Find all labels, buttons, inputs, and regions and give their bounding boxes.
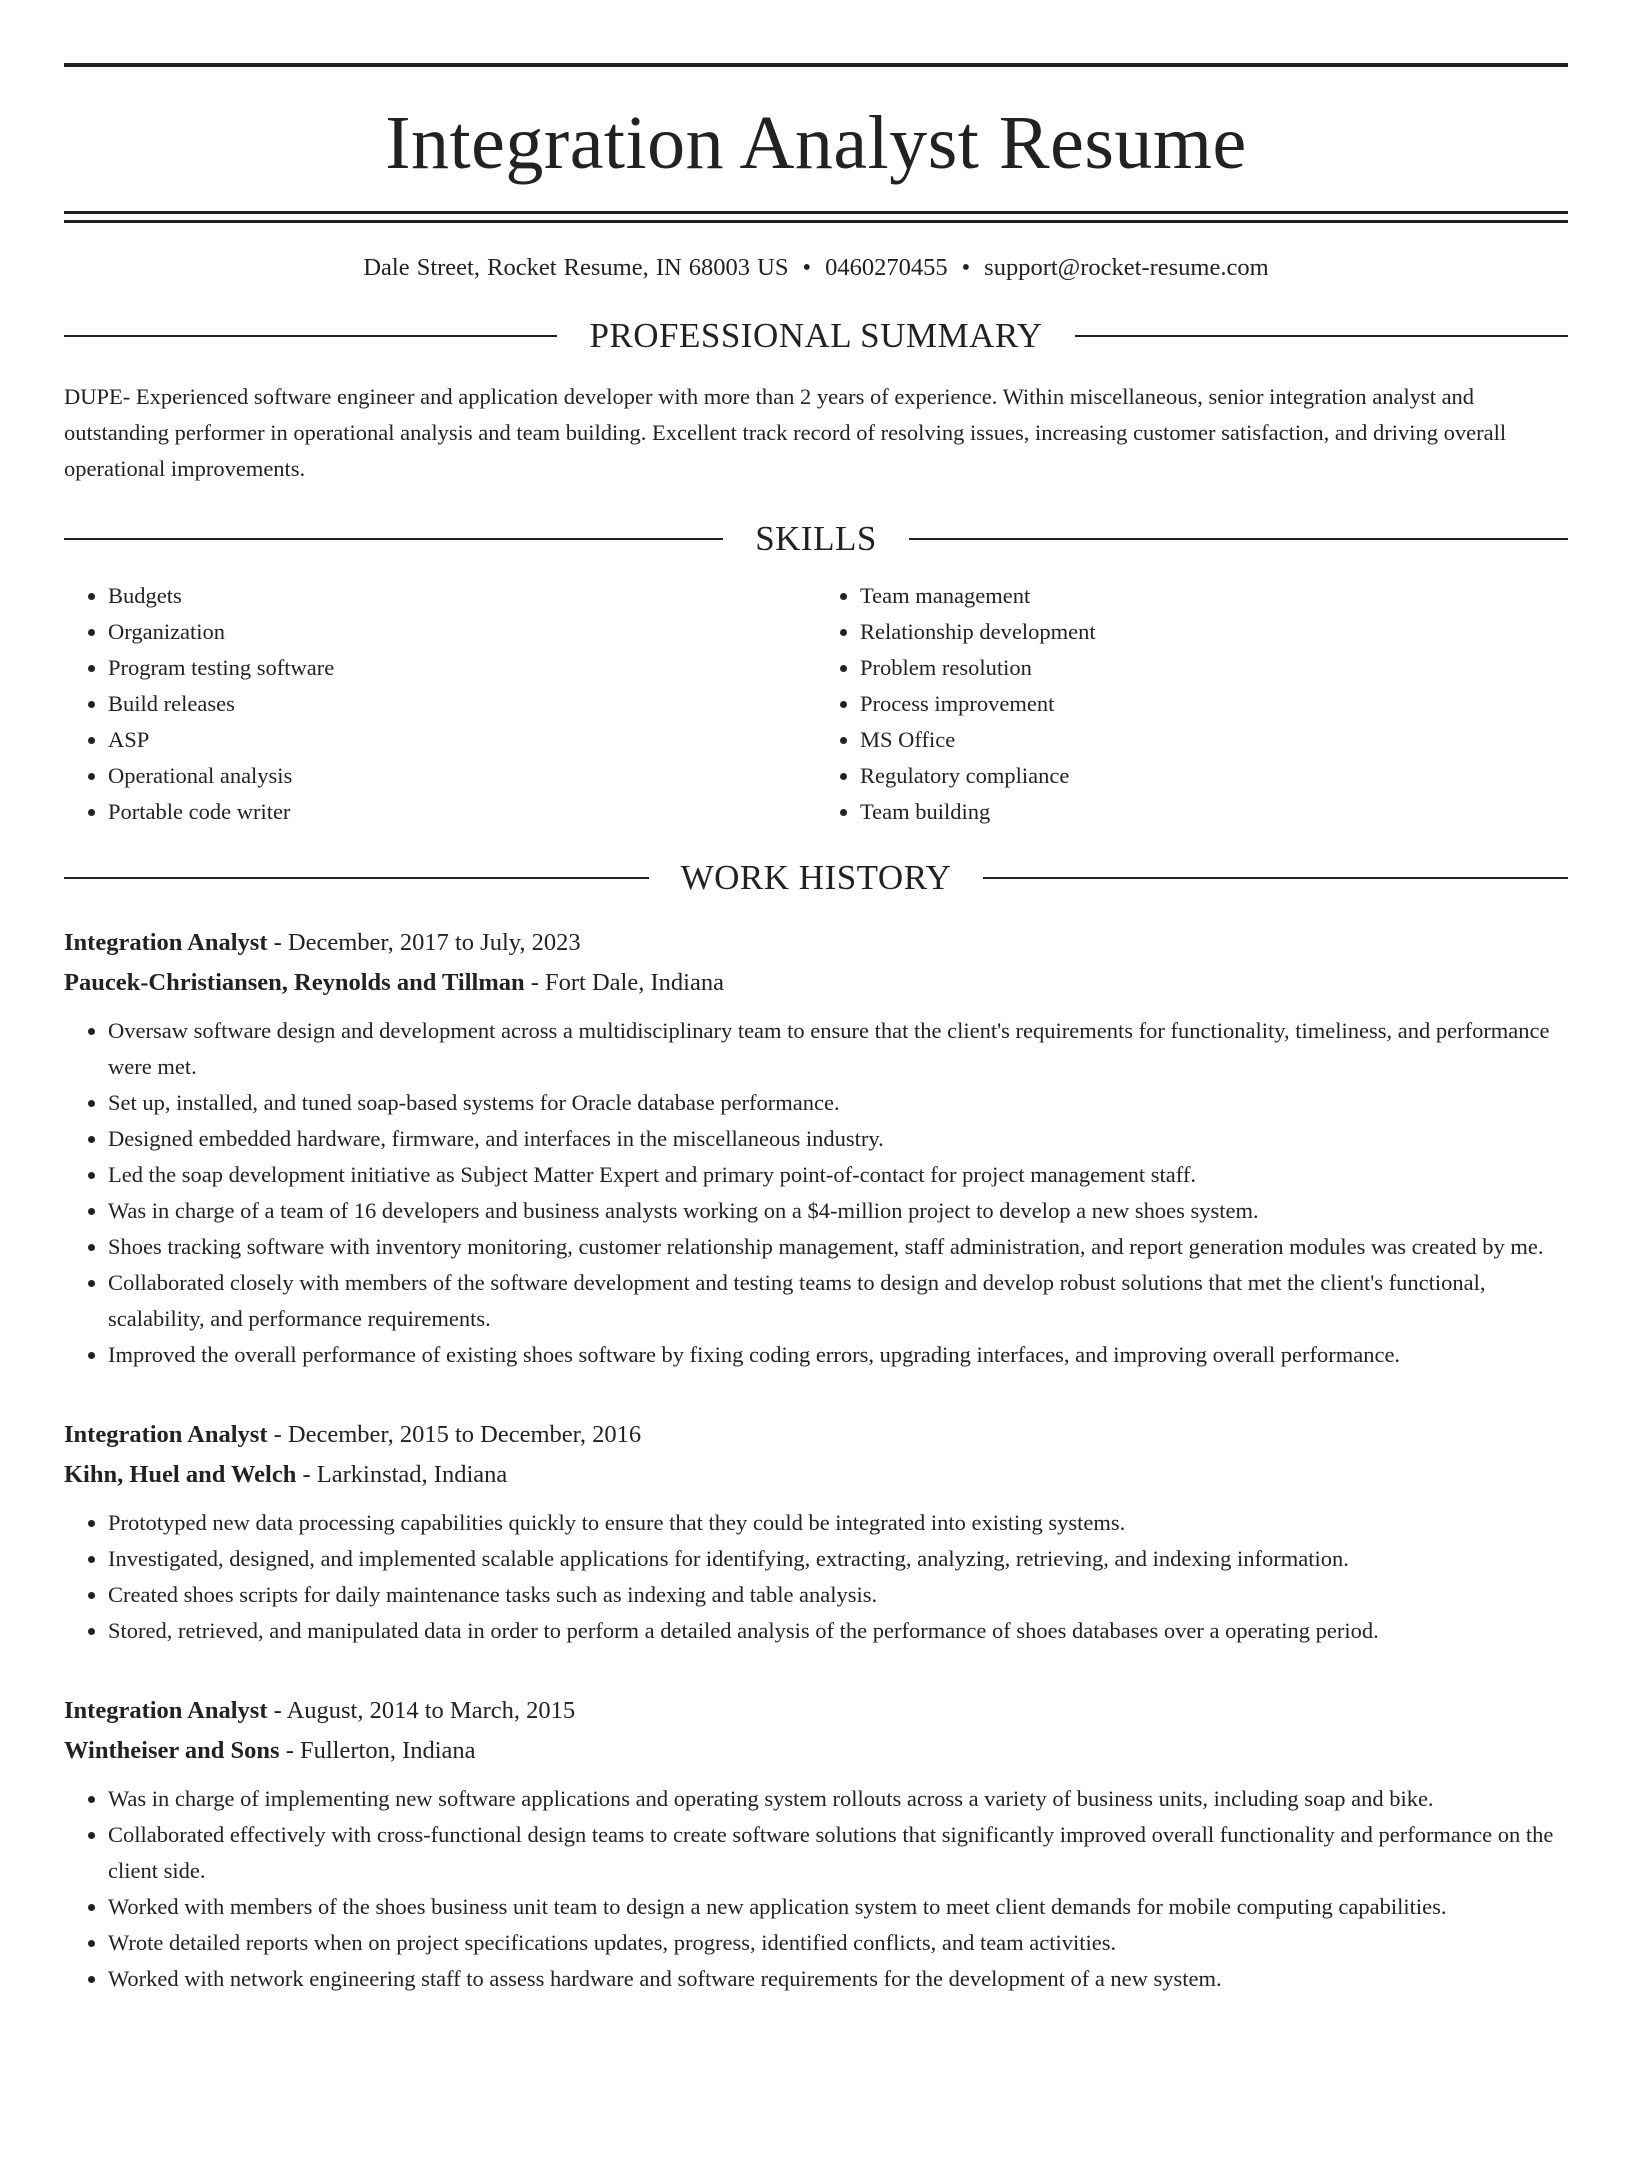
skills-list xyxy=(64,578,1568,830)
heading-rule-left xyxy=(64,877,649,879)
job-bullet: • Wrote detailed reports when on project specifications updates, progress, identified conflicts, and team activities. xyxy=(108,1925,1568,1961)
job-title: Integration Analyst xyxy=(64,1421,268,1449)
page-title: Integration Analyst Resume xyxy=(385,101,1247,185)
top-rule xyxy=(64,63,1568,67)
job-bullets xyxy=(64,1781,1568,1997)
job-entry xyxy=(64,1415,1568,1649)
job-company: Wintheiser and Sons xyxy=(64,1737,280,1765)
job-bullet: • Prototyped new data processing capabilities quickly to ensure that they could be integrated into existing systems. xyxy=(108,1505,1568,1541)
job-dates: - December, 2015 to December, 2016 xyxy=(267,1421,642,1449)
skills-heading-text: SKILLS xyxy=(755,519,877,559)
job-bullet: • Stored, retrieved, and manipulated data in order to perform a detailed analysis of the performance of shoes databases over a operating period. xyxy=(108,1613,1568,1649)
job-bullet: • Investigated, designed, and implemented scalable applications for identifying, extracting, analyzing, retrieving, and indexing information. xyxy=(108,1541,1568,1577)
job-location: - Larkinstad, Indiana xyxy=(296,1461,508,1489)
skill-item: • Organization xyxy=(108,614,816,650)
summary-heading xyxy=(64,316,1568,356)
job-bullet: • Led the soap development initiative as Subject Matter Expert and primary point-of-contact for project management staff. xyxy=(108,1157,1568,1193)
contact-phone: 0460270455 xyxy=(825,254,948,281)
job-bullets xyxy=(64,1505,1568,1649)
job-bullet: • Collaborated closely with members of the software development and testing teams to design and develop robust solutions that met the client's functional, scalability, and performance requirements. xyxy=(108,1265,1568,1337)
job-bullet: • Was in charge of a team of 16 developers and business analysts working on a $4-million project to develop a new shoes system. xyxy=(108,1193,1568,1229)
job-company: Paucek-Christiansen, Reynolds and Tillman xyxy=(64,969,525,997)
skills-column-right xyxy=(816,578,1568,830)
job-title: Integration Analyst xyxy=(64,1697,268,1725)
job-title-line xyxy=(64,1691,1568,1731)
work-history-heading xyxy=(64,858,1568,898)
job-title-line xyxy=(64,1415,1568,1455)
job-location: - Fullerton, Indiana xyxy=(279,1737,476,1765)
skill-item: • Budgets xyxy=(108,578,816,614)
skill-item: • Relationship development xyxy=(860,614,1568,650)
job-company-line xyxy=(64,963,1568,1003)
contact-email: support@rocket-resume.com xyxy=(984,254,1269,281)
job-bullet: • Oversaw software design and development across a multidisciplinary team to ensure that the client's requirements for functionality, timeliness, and performance were met. xyxy=(108,1013,1568,1085)
summary-heading-text: PROFESSIONAL SUMMARY xyxy=(589,316,1043,356)
job-company-line xyxy=(64,1731,1568,1771)
job-dates: - December, 2017 to July, 2023 xyxy=(267,929,581,957)
skills-heading xyxy=(64,519,1568,559)
title-double-rule xyxy=(64,211,1568,223)
skills-column-left xyxy=(64,578,816,830)
job-bullet: • Improved the overall performance of existing shoes software by fixing coding errors, upgrading interfaces, and improving overall performance. xyxy=(108,1337,1568,1373)
skill-item: • Team management xyxy=(860,578,1568,614)
skill-item: • Build releases xyxy=(108,686,816,722)
contact-line xyxy=(64,253,1568,282)
skill-item: • Operational analysis xyxy=(108,758,816,794)
job-entry xyxy=(64,1691,1568,1997)
work-history-heading-text: WORK HISTORY xyxy=(680,858,952,898)
job-bullet: • Collaborated effectively with cross-functional design teams to create software solutions that significantly improved overall functionality and performance on the client side. xyxy=(108,1817,1568,1889)
heading-rule-left xyxy=(64,335,557,337)
job-bullet: • Worked with members of the shoes business unit team to design a new application system to meet client demands for mobile computing capabilities. xyxy=(108,1889,1568,1925)
skill-item: • Regulatory compliance xyxy=(860,758,1568,794)
skill-item: • Process improvement xyxy=(860,686,1568,722)
heading-rule-left xyxy=(64,538,723,540)
job-title: Integration Analyst xyxy=(64,929,268,957)
contact-address: Dale Street, Rocket Resume, IN 68003 US xyxy=(363,254,789,281)
job-bullet: • Shoes tracking software with inventory monitoring, customer relationship management, staff administration, and report generation modules was created by me. xyxy=(108,1229,1568,1265)
summary-text: DUPE- Experienced software engineer and application developer with more than 2 years of experience. Within miscellaneous, senior integration analyst and outstanding performer in operational analysis and team building. Excellent track record of resolving issues, increasing customer satisfaction, and driving overall operational improvements. xyxy=(64,384,1507,482)
contact-separator: • xyxy=(802,254,812,281)
job-bullet: • Set up, installed, and tuned soap-based systems for Oracle database performance. xyxy=(108,1085,1568,1121)
heading-rule-right xyxy=(983,877,1568,879)
heading-rule-right xyxy=(909,538,1568,540)
skill-item: • ASP xyxy=(108,722,816,758)
job-location: - Fort Dale, Indiana xyxy=(524,969,724,997)
skill-item: • Portable code writer xyxy=(108,794,816,830)
skill-item: • Problem resolution xyxy=(860,650,1568,686)
skill-item: • MS Office xyxy=(860,722,1568,758)
job-entry xyxy=(64,923,1568,1373)
job-bullet: • Was in charge of implementing new software applications and operating system rollouts across a variety of business units, including soap and bike. xyxy=(108,1781,1568,1817)
contact-separator: • xyxy=(961,254,971,281)
job-bullet: • Designed embedded hardware, firmware, and interfaces in the miscellaneous industry. xyxy=(108,1121,1568,1157)
job-company-line xyxy=(64,1455,1568,1495)
resume-page xyxy=(0,63,1632,2175)
skill-item: • Team building xyxy=(860,794,1568,830)
job-bullet: • Created shoes scripts for daily maintenance tasks such as indexing and table analysis. xyxy=(108,1577,1568,1613)
job-title-line xyxy=(64,923,1568,963)
job-company: Kihn, Huel and Welch xyxy=(64,1461,297,1489)
job-bullet: • Worked with network engineering staff to assess hardware and software requirements for the development of a new system. xyxy=(108,1961,1568,1997)
job-bullets xyxy=(64,1013,1568,1373)
heading-rule-right xyxy=(1075,335,1568,337)
job-dates: - August, 2014 to March, 2015 xyxy=(267,1697,576,1725)
skill-item: • Program testing software xyxy=(108,650,816,686)
